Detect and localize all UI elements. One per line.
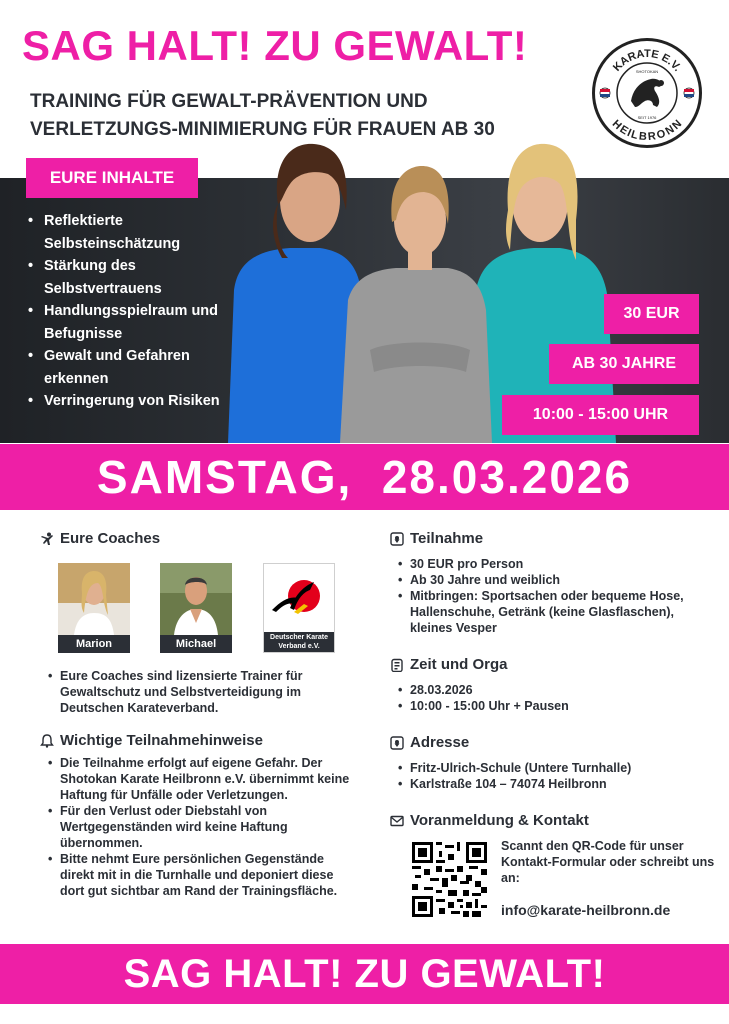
list-item: • Fritz-Ulrich-Schule (Untere Turnhalle) [396,760,706,776]
coach-michael [160,563,232,653]
netherlands-flag-icon [600,88,610,98]
list-item: • Karlstraße 104 – 74074 Heilbronn [396,776,706,792]
logo-since-text: SEIT 1976 [637,115,657,120]
karate-figure-icon [40,532,54,546]
clipboard-icon [390,658,404,672]
subtitle-line-1: TRAINING FÜR GEWALT-PRÄVENTION UND [30,91,428,112]
list-item: • Verringerung von Risiken [28,390,228,413]
logo-bottom-text: HEILBRONN [609,117,685,144]
list-item: • Handlungsspielraum und Befugnisse [28,300,228,345]
list-item: • 30 EUR pro Person [396,556,706,572]
dkv-caption-line: Verband e.V. [278,643,320,650]
coaches-heading [40,530,160,547]
zeit-heading [390,656,508,673]
netherlands-flag-icon [684,88,694,98]
list-item: • Stärkung des Selbstvertrauens [28,255,228,300]
location-pin-icon [390,532,404,546]
list-item: • 28.03.2026 [396,682,706,698]
hinweise-list [46,755,356,899]
coaches-heading-text: Eure Coaches [60,530,161,547]
svg-text:HEILBRONN [610,118,685,143]
qr-code[interactable] [412,842,487,917]
coach-photo [160,563,232,635]
price-badge: 30 EUR [604,294,699,334]
zeit-heading-text: Zeit und Orga [410,656,508,673]
list-item: • Eure Coaches sind lizensierte Trainer für Gewaltschutz und Selbstverteidigung im Deutschen Karateverband. [46,668,346,716]
teilnahme-heading-text: Teilnahme [410,530,484,547]
dkv-caption [264,632,334,652]
list-item: • 10:00 - 15:00 Uhr + Pausen [396,698,706,714]
adresse-heading [390,734,469,751]
time-badge: 10:00 - 15:00 UHR [502,395,699,435]
hinweise-heading-text: Wichtige Teilnahmehinweise [60,732,263,749]
date-banner: SAMSTAG, 28.03.2026 [0,444,729,510]
dkv-emblem [264,564,334,632]
kontakt-text: Scannt den QR-Code für unser Kontakt-Formular oder schreibt uns an: [501,839,715,885]
list-item: • Mitbringen: Sportsachen oder bequeme Hose, Hallenschuhe, Getränk (keine Glasflaschen), kleines Vesper [396,588,706,636]
tiger-icon [631,79,664,107]
subtitle-line-2: VERLETZUNGS-MINIMIERUNG FÜR FRAUEN AB 30 [30,119,495,140]
kontakt-heading-text: Voranmeldung & Kontakt [410,812,589,829]
dkv-logo [263,563,335,653]
coach-marion [58,563,130,653]
teilnahme-list [396,556,706,636]
inhalte-label: EURE INHALTE [26,158,198,198]
list-item: • Die Teilnahme erfolgt auf eigene Gefahr. Der Shotokan Karate Heilbronn e.V. übernimmt keine Haftung für Unfälle oder Verletzungen. [46,755,356,803]
coach-name: Marion [58,635,130,653]
zeit-list [396,682,706,714]
list-item: • Gewalt und Gefahren erkennen [28,345,228,390]
list-item: • Für den Verlust oder Diebstahl von Wertgegenständen wird keine Haftung übernommen. [46,803,356,851]
woman-center [340,166,492,443]
list-item: • Ab 30 Jahre und weiblich [396,572,706,588]
location-pin-icon [390,736,404,750]
adresse-list [396,760,706,792]
logo-top-text: KARATE E.V. [610,47,684,74]
coach-name: Michael [160,635,232,653]
coach-photo [58,563,130,635]
dkv-caption-line: Deutscher Karate [270,634,328,641]
teilnahme-heading [390,530,483,547]
coaches-list [46,668,346,716]
email-link[interactable]: info@karate-heilbronn.de [501,902,671,918]
list-item: • Reflektierte Selbsteinschätzung [28,210,228,255]
list-item: • Bitte nehmt Eure persönlichen Gegenstände direkt mit in die Turnhalle und deponiert diese dort gut sichtbar am Rand der Trainingsfläche. [46,851,356,899]
age-badge: AB 30 JAHRE [549,344,699,384]
adresse-heading-text: Adresse [410,734,470,751]
envelope-icon [390,814,404,828]
club-logo [592,38,702,148]
logo-small-text: SHOTOKAN [635,69,659,74]
kontakt-heading [390,812,589,829]
footer-banner: SAG HALT! ZU GEWALT! [0,944,729,1004]
page-subtitle [30,88,495,144]
hinweise-heading [40,732,263,749]
inhalte-list [28,210,228,413]
page-title: SAG HALT! ZU GEWALT! [22,22,528,69]
bell-alert-icon [40,734,54,748]
